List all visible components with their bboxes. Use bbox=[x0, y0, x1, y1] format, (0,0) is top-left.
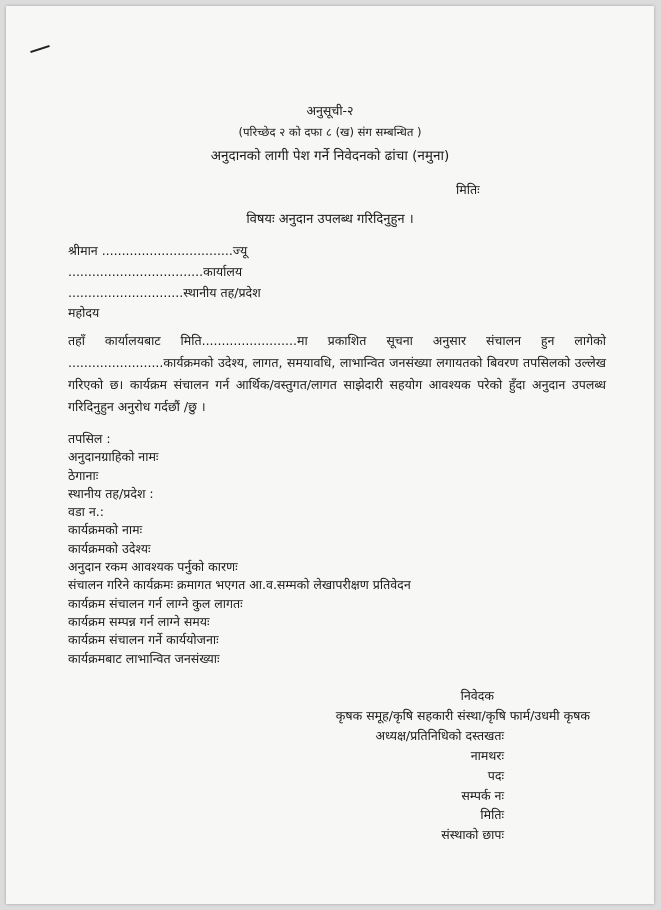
addressee-line-2: ..................................कार्यालय bbox=[68, 264, 243, 279]
details-item: तपसिल : bbox=[68, 431, 111, 446]
name-field-label: नामथरः bbox=[470, 748, 504, 763]
details-list bbox=[68, 430, 411, 668]
contact-field-label: सम्पर्क नः bbox=[461, 788, 504, 803]
details-item: कार्यक्रमको उदेश्यः bbox=[68, 540, 151, 556]
form-title: अनुदानको लागी पेश गर्ने निवेदनको ढांचा (नमुना) bbox=[210, 148, 450, 164]
schedule-number: अनुसूची-२ bbox=[306, 103, 354, 118]
applicant-label: निवेदक bbox=[460, 688, 494, 703]
seal-label: संस्थाको छापः bbox=[441, 827, 504, 842]
details-item: अनुदान रकम आवश्यक पर्नुको कारणः bbox=[68, 559, 238, 575]
signatory-label: अध्यक्ष/प्रतिनिधिको दस्तखतः bbox=[375, 728, 504, 743]
subject-line: विषयः अनुदान उपलब्ध गरिदिनुहुन । bbox=[246, 212, 414, 227]
signature-date-label: मितिः bbox=[480, 807, 504, 822]
document-page bbox=[6, 6, 654, 904]
details-item: कार्यक्रम सम्पन्न गर्न लाग्ने समयः bbox=[68, 613, 210, 629]
details-item: वडा न.: bbox=[68, 504, 104, 520]
organization-types: कृषक समूह/कृषि सहकारी संस्था/कृषि फार्म/उधमी कृषक bbox=[335, 708, 590, 723]
salutation: महोदय bbox=[68, 305, 100, 320]
addressee-line-1: श्रीमान .................................ज्यू bbox=[68, 243, 248, 258]
pen-mark bbox=[30, 45, 50, 53]
details-item: कार्यक्रमबाट लाभान्वित जनसंख्याः bbox=[68, 650, 220, 666]
date-label: मितिः bbox=[456, 182, 480, 197]
details-item: ठेगानाः bbox=[68, 467, 99, 483]
details-item: अनुदानग्राहिको नामः bbox=[68, 449, 159, 465]
details-item: कार्यक्रम संचालन गर्ने कार्ययोजनाः bbox=[68, 632, 219, 648]
details-item: स्थानीय तह/प्रदेश : bbox=[68, 485, 154, 501]
body-paragraph: तहाँ कार्यालयबाट मिति........................मा प्रकाशित सूचना अनुसार संचालन हुन लागेको ........................कार्यक्रमको उदेश्य, लागत, समयावधि, लाभान्वित जनसंख्या लगायतको बिवरण तपसिलको उल्लेख गरिएको छ। कार्यक्रम संचालन गर्न आर्थिक/वस्तुगत/लागत साझेदारी सहयोग आवश्यक परेको हुँदा अनुदान उपलब्ध गरिदिनुहुन अनुरोध गर्दछौं /छु । bbox=[68, 333, 606, 414]
details-item: कार्यक्रमको नामः bbox=[68, 522, 143, 538]
details-item: कार्यक्रम संचालन गर्न लाग्ने कुल लागतः bbox=[68, 595, 243, 611]
section-reference: (परिच्छेद २ को दफा ८ (ख) संग सम्बन्धित ) bbox=[238, 125, 422, 139]
details-item: संचालन गरिने कार्यक्रमः क्रमागत भएगत आ.व.सम्मको लेखापरीक्षण प्रतिवेदन bbox=[68, 577, 411, 593]
addressee-line-3: .............................स्थानीय तह/प्रदेश bbox=[68, 285, 261, 300]
post-field-label: पदः bbox=[487, 768, 504, 783]
